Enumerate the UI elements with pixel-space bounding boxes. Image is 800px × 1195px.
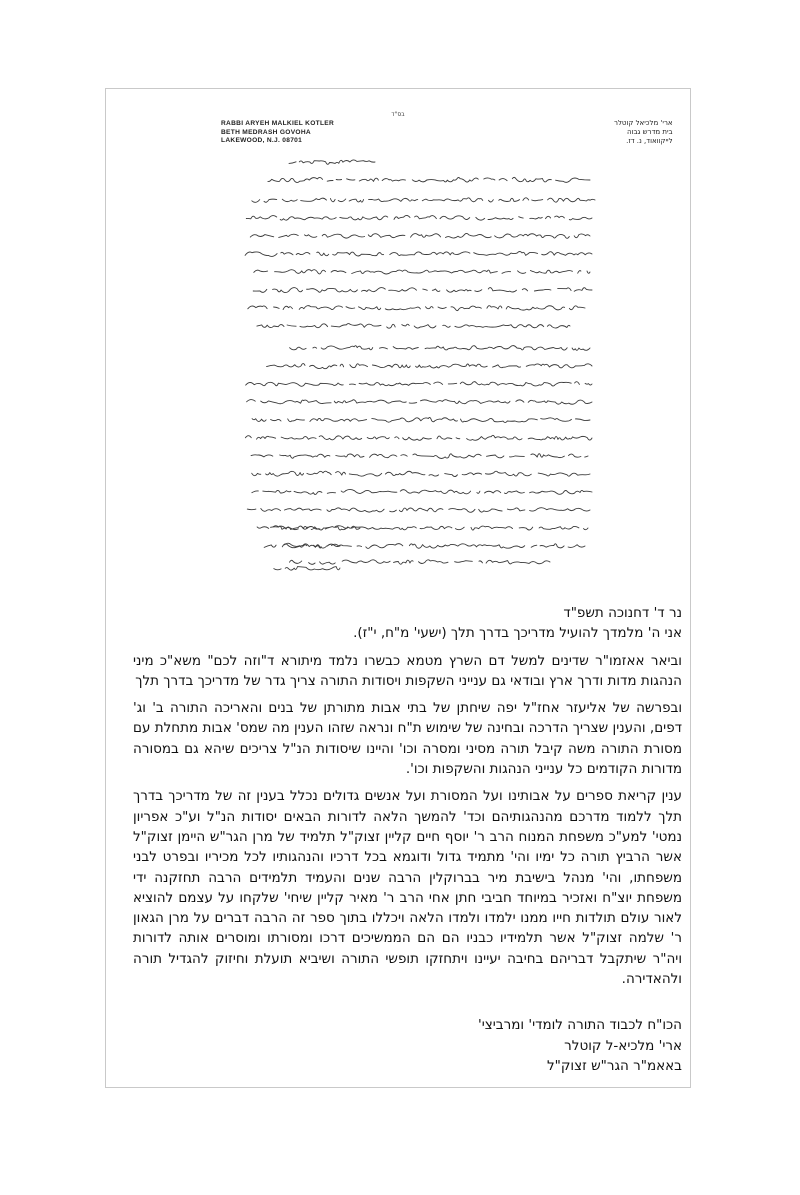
signature-line: הכו"ח לכבוד התורה לומדי' ומרביצי' <box>478 1017 682 1034</box>
handwriting-stroke <box>247 417 590 422</box>
letterhead-english-name: RABBI ARYEH MALKIEL KOTLER <box>221 120 335 127</box>
paragraph: וביאר אאזמו"ר שדינים למשל דם השרץ מטמא כבשרו נלמד מיתורא ד"וזה לכם" משא"כ מיני הנהגות מדות ודרך ארץ ובודאי גם ענייני השקפות ויסודות התורה צריך גדר של מדריכך בדרך תלך <box>133 652 682 689</box>
signature-line: באאמ"ר הגר"ש זצוק"ל <box>546 1058 682 1075</box>
handwriting-stroke <box>257 324 570 329</box>
handwriting-stroke <box>250 288 592 293</box>
handwriting-stroke <box>245 251 592 256</box>
handwriting-stroke <box>268 177 590 182</box>
handwriting-stroke <box>290 346 590 351</box>
handwritten-letter <box>230 148 600 580</box>
letterhead-english <box>221 120 334 146</box>
handwriting-stroke <box>274 567 340 571</box>
handwriting-stroke <box>248 306 585 311</box>
letterhead-hebrew-name: ארי' מלכיאל קוטלר <box>614 119 673 127</box>
bsd-mark: בס"ד <box>391 111 405 118</box>
handwriting-stroke <box>245 435 592 440</box>
handwriting-image <box>230 148 600 580</box>
signature-line: ארי' מלכיא-ל קוטלר <box>564 1037 682 1054</box>
letterhead-hebrew-institution: בית מדרש גבוה <box>627 127 673 136</box>
handwriting-stroke <box>251 454 588 459</box>
handwriting-stroke <box>250 233 590 238</box>
opening-verse: אני ה' מלמדך להועיל מדריכך בדרך תלך (ישעי' מ"ח, י"ז). <box>353 625 682 642</box>
letter-transcription <box>133 603 682 1077</box>
letterhead-hebrew-address: לייקוואוד, נ. דז. <box>626 136 673 145</box>
handwriting-stroke <box>264 544 585 549</box>
letterhead-hebrew <box>614 119 673 145</box>
greeting-line: נר ד' דחנוכה תשפ"ד <box>563 605 682 621</box>
handwriting-stroke <box>267 364 592 369</box>
handwriting-stroke <box>283 560 550 565</box>
letterhead-english-address: LAKEWOOD, N.J. 08701 <box>221 137 303 145</box>
handwriting-stroke <box>254 270 590 274</box>
paragraph: ובפרשה של אליעזר אחז"ל יפה שיחתן של בתי אבות מתורתן של בנים והאריכה התורה ב' וג' דפים, והענין שצריך הדרכה ובחינה של שימוש ת"ח ונראה שזהו הענין מה שמס' אבות מתחלת עם מסורת התורה משה קיבל תורה מסיני ומסרה וכו' והיינו שיסודות הנ"ל צריכים שיהא גם במסורה מדורות הקודמים כל ענייני הנהגות והשקפות וכו'. <box>133 700 682 778</box>
paragraph: ענין קריאת ספרים על אבותינו ועל המסורת ועל אנשים גדולים נכלל בענין זה של מדריכך בדרך תלך ללמוד מדרכם מהנהגותיהם וכד' להמשך הלאה לדורות הבאים יסודות הנ"ל וע"כ אפריון נמטי' למע"כ משפחת המנוח הרב ר' יוסף חיים קליין זצוק"ל תלמיד של מרן הגר"ש היימן זצוק"ל אשר הרביץ תורה כל ימיו והי' מתמיד גדול ודוגמא בכל דרכיו והנהגותיו לכל מכיריו ובפרט לבני משפחתו, והי' מנהל בישיבת מיר בברוקלין הרבה שנים והעמיד תלמידים הרבה תחזקנה ידי משפחת יוצ"ח ואזכיר במיוחד חביבי חתן אחי הרב ר' מאיר קליין שיחי' שלקחו על עצמם להוציא לאור עולם תולדות חייו ממנו ילמדו ולמדו הלאה ויכללו בתוך ספר זה הרבה דברים על מרן הגאון ר' שלמה זצוק"ל אשר תלמידיו כבניו הם הם הממשיכים דרכו ומסורתו ומוסרים אותה לדורות ויה"ר שיתקבל דבריהם בחיבה יעיינו ויתחזקו תופשי התורה ושיביא תועלת וחיזוק להגדיל תורה ולהאדירה. <box>133 788 682 988</box>
handwriting-stroke <box>252 198 595 203</box>
handwriting-stroke <box>252 471 590 476</box>
handwriting-stroke <box>247 508 590 513</box>
handwriting-stroke <box>246 215 592 220</box>
handwriting-stroke <box>246 382 592 387</box>
handwriting-stroke <box>289 160 375 164</box>
handwriting-stroke <box>252 489 592 494</box>
handwriting-stroke <box>247 400 592 405</box>
signature-block <box>133 1015 682 1077</box>
letterhead-english-institution: BETH MEDRASH GOVOHA <box>221 128 311 136</box>
